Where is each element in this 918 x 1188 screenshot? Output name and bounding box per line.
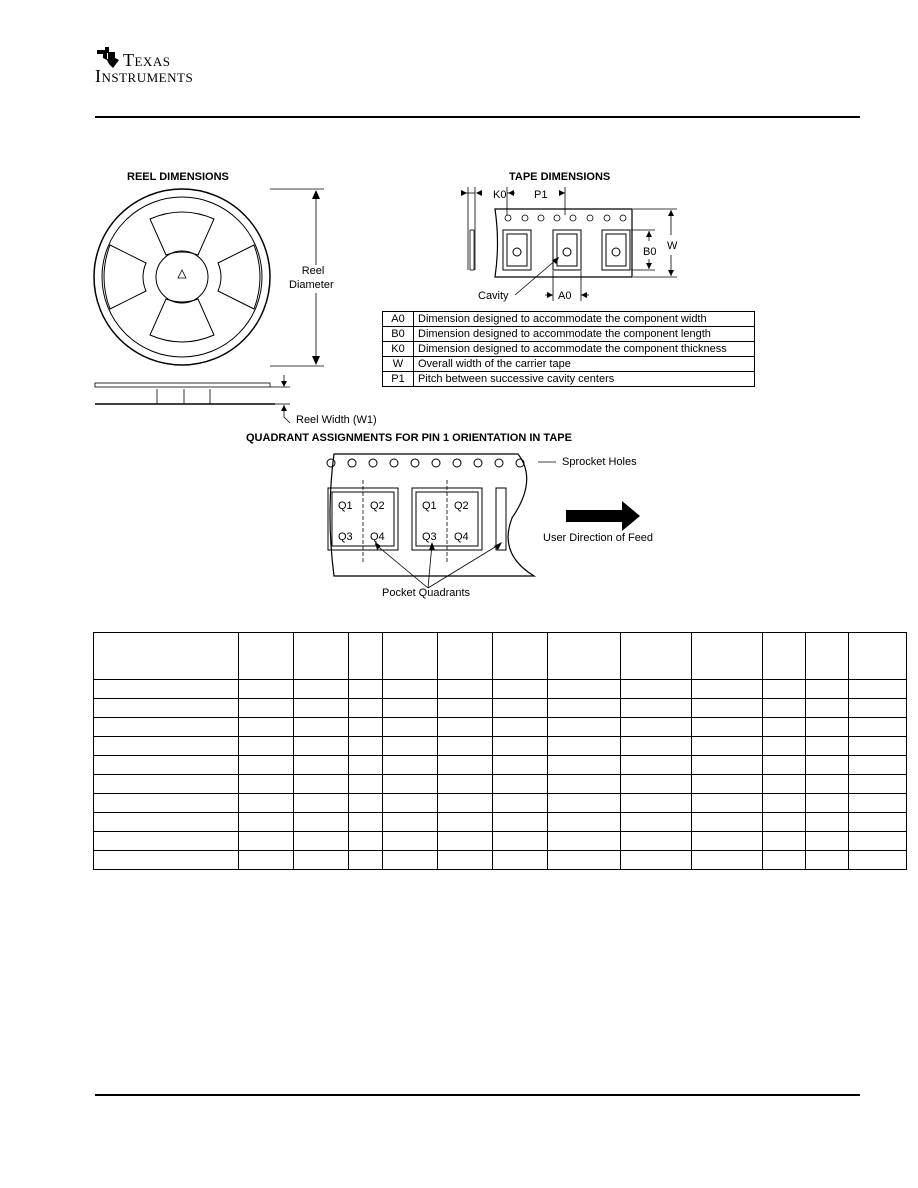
table-row [94, 832, 907, 851]
definition-code: K0 [383, 342, 414, 357]
definition-desc: Dimension designed to accommodate the component length [414, 327, 755, 342]
tape-k0-label: K0 [493, 189, 507, 201]
quadrant-q3-b: Q3 [422, 531, 437, 543]
definition-code: P1 [383, 372, 414, 387]
definition-desc: Dimension designed to accommodate the component width [414, 312, 755, 327]
reel-diameter-label-1: Reel [301, 265, 325, 277]
quadrant-q3-a: Q3 [338, 531, 353, 543]
table-row [94, 813, 907, 832]
table-row [94, 718, 907, 737]
table-header-row [94, 633, 907, 680]
reel-data-table [93, 632, 907, 870]
reel-diameter-label-2: Diameter [289, 279, 334, 291]
table-row [94, 756, 907, 775]
definition-row [383, 357, 755, 372]
tape-p1-label: P1 [534, 189, 548, 201]
tape-a0-label: A0 [558, 290, 572, 302]
reel-diagram [90, 185, 420, 430]
tape-w-label: W [667, 240, 678, 252]
sprocket-holes-label: Sprocket Holes [562, 456, 637, 468]
definition-row [383, 312, 755, 327]
logo-text-instruments: Instruments [95, 66, 194, 86]
feed-direction-label: User Direction of Feed [543, 532, 654, 544]
table-row [94, 775, 907, 794]
quadrant-q4-b: Q4 [454, 531, 469, 543]
definition-row [383, 372, 755, 387]
definition-desc: Overall width of the carrier tape [414, 357, 755, 372]
pocket-quadrants-label: Pocket Quadrants [382, 587, 471, 599]
quadrant-q2-b: Q2 [454, 500, 469, 512]
logo-text-texas: Texas [123, 50, 171, 70]
definition-code: B0 [383, 327, 414, 342]
quadrant-q1-a: Q1 [338, 500, 353, 512]
quadrant-diagram [320, 450, 650, 605]
quadrant-q4-a: Q4 [370, 531, 385, 543]
table-row [94, 851, 907, 870]
reel-width-label: Reel Width (W1) [296, 414, 377, 426]
definition-desc: Pitch between successive cavity centers [414, 372, 755, 387]
ti-logo [95, 46, 235, 86]
reel-title: REEL DIMENSIONS [127, 171, 229, 183]
definition-row [383, 342, 755, 357]
tape-title: TAPE DIMENSIONS [509, 171, 611, 183]
table-row [94, 794, 907, 813]
tape-cavity-label: Cavity [478, 290, 509, 302]
header-rule [95, 116, 860, 118]
quadrant-title: QUADRANT ASSIGNMENTS FOR PIN 1 ORIENTATION IN TAPE [246, 432, 572, 444]
definition-desc: Dimension designed to accommodate the component thickness [414, 342, 755, 357]
definition-row [383, 327, 755, 342]
quadrant-q1-b: Q1 [422, 500, 437, 512]
table-row [94, 699, 907, 718]
table-row [94, 737, 907, 756]
quadrant-q2-a: Q2 [370, 500, 385, 512]
tape-b0-label: B0 [643, 246, 657, 258]
definition-code: W [383, 357, 414, 372]
table-row [94, 680, 907, 699]
footer-rule [95, 1094, 860, 1096]
tape-definitions-table [382, 311, 755, 387]
definition-code: A0 [383, 312, 414, 327]
